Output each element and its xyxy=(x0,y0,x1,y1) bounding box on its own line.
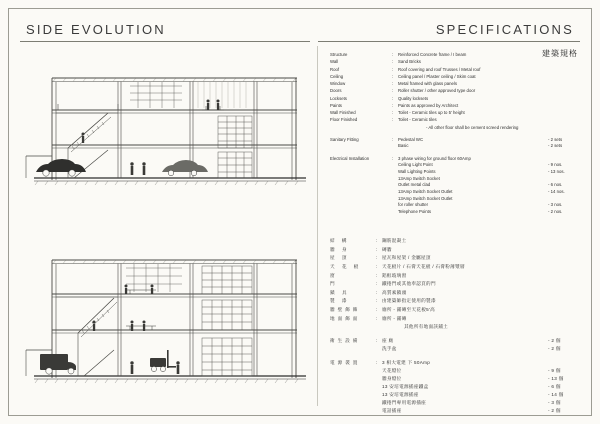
specifications-list-cn xyxy=(330,237,582,415)
spec-colon: : xyxy=(376,272,378,278)
spec-subrow xyxy=(398,196,582,203)
spec-row-cn xyxy=(330,280,582,288)
spec-value: 廁所 - 鋪磚 xyxy=(382,315,407,321)
spec-subrow xyxy=(382,359,582,367)
spec-key: Locksets xyxy=(330,95,347,101)
spec-value: - All other floor shall be cement screed rendering xyxy=(426,124,519,130)
spec-row xyxy=(330,117,582,124)
spec-item-label: 13 安培電源插座鐵盒 xyxy=(382,383,429,389)
side-section-lower xyxy=(22,246,307,406)
spec-item-qty xyxy=(548,156,582,163)
spec-colon: : xyxy=(376,315,378,321)
spec-value: Roller shutter / other approved type door xyxy=(398,88,476,94)
spec-item-qty: - 13 個 xyxy=(548,375,564,381)
spec-colon: : xyxy=(376,263,378,269)
spec-colon: : xyxy=(376,298,378,304)
spec-key: 天 花 板 xyxy=(330,263,362,269)
spec-item-label: 座 廁 xyxy=(382,337,394,343)
spec-row-cn xyxy=(330,297,582,305)
spec-item-qty xyxy=(548,176,582,183)
spec-row xyxy=(330,52,582,59)
spec-item-qty: - 3 個 xyxy=(548,399,561,405)
spec-item-qty: - 3 nos. xyxy=(548,202,563,208)
spec-colon: : xyxy=(392,95,394,101)
spec-item-label: 13Amp Switch Socket Outlet xyxy=(398,195,453,201)
spec-colon: : xyxy=(392,66,394,72)
spec-row xyxy=(330,110,582,117)
spec-item-qty: - 9 nos. xyxy=(548,162,563,168)
spec-row xyxy=(330,103,582,110)
spec-key: 製 漆 xyxy=(330,298,350,304)
spec-colon: : xyxy=(392,102,394,108)
spec-subrow xyxy=(382,383,582,391)
spec-item-qty: - 9 個 xyxy=(548,367,561,373)
spec-value: Roof covering and roof Trusses / Metal roof xyxy=(398,66,481,72)
spec-subrow xyxy=(398,202,582,209)
spec-colon: : xyxy=(392,136,394,142)
spec-key: 牆壁飾飾 xyxy=(330,307,361,312)
spec-key: 門 xyxy=(330,281,338,287)
spec-subrow xyxy=(398,169,582,176)
spec-key: 衛生設備 xyxy=(330,337,361,343)
spec-value: Ceiling panel / Plaster ceiling / Skim coat xyxy=(398,73,476,79)
spec-value: Reinforced Concrete frame / I beam xyxy=(398,52,467,57)
spec-colon: : xyxy=(392,110,394,115)
spec-colon: : xyxy=(392,52,394,57)
spec-item-label: 3 phase wiring for ground floor 60Amp xyxy=(398,155,471,161)
spec-colon: : xyxy=(392,81,394,86)
spec-colon: : xyxy=(392,59,394,65)
spec-row-cn xyxy=(330,289,582,297)
spec-item-label: 3 相大電建 下 50Amp xyxy=(382,359,431,365)
spec-value: Paints as approved by Architect xyxy=(398,102,459,108)
spec-row-cn xyxy=(330,254,582,262)
spec-key: Roof xyxy=(330,66,340,72)
spec-colon: : xyxy=(392,117,394,123)
spec-item-qty: - 14 個 xyxy=(548,391,564,397)
spec-subrow xyxy=(382,399,582,407)
spec-subrow xyxy=(398,143,582,150)
spec-item-label: Basic xyxy=(398,143,409,149)
spec-value: 高質素鎖頭 xyxy=(382,289,407,295)
spec-item-label: Ceiling Light Point xyxy=(398,162,433,168)
spec-subrow xyxy=(398,209,582,216)
spec-row xyxy=(330,96,582,103)
spec-subrow xyxy=(382,367,582,375)
spec-value: Quality locksets xyxy=(398,95,429,101)
spec-row xyxy=(330,125,582,132)
spec-item-qty: - 2 個 xyxy=(548,337,561,343)
spec-item-label: 鐵捲門專用電源插座 xyxy=(382,399,427,405)
spec-item-qty: - 2 個 xyxy=(548,345,561,351)
spec-row-electrical xyxy=(330,156,582,216)
spec-key: Structure xyxy=(330,52,348,57)
spec-value: Toilet - Ceramic tiles up to 5' height xyxy=(398,110,465,115)
spec-cjk-title: 建築規格 xyxy=(542,49,578,58)
spec-value: Toilet - Ceramic tiles xyxy=(398,117,437,123)
spec-value: 由建築師指定使用的製漆 xyxy=(382,298,436,304)
spec-value: Sand Bricks xyxy=(398,59,421,65)
spec-subrow xyxy=(382,407,582,415)
spec-key: 屋 頂 xyxy=(330,255,350,261)
spec-row xyxy=(330,74,582,81)
spec-key: Wall xyxy=(330,59,339,65)
spec-value: 磚牆 xyxy=(382,246,392,252)
spec-row-cn-sanitary xyxy=(330,337,582,353)
spec-item-qty: - 2 sets xyxy=(548,143,563,149)
spec-row-cn xyxy=(330,246,582,254)
spec-row-cn xyxy=(330,306,582,314)
spec-subrow xyxy=(398,156,582,163)
spec-key: Window xyxy=(330,81,346,86)
title-rule-left xyxy=(20,41,310,42)
spec-value: 天花板片 / 石膏天花板 / 石膏粉薄漿層 xyxy=(382,263,465,269)
page-title-left: SIDE EVOLUTION xyxy=(26,22,166,37)
spec-key: Floor Finished xyxy=(330,117,358,123)
spec-key: Wall Finished xyxy=(330,110,356,115)
spec-colon: : xyxy=(376,289,378,295)
spec-item-label: Telephone Points xyxy=(398,208,431,214)
spec-colon: : xyxy=(392,155,394,161)
spec-key: 鎖 具 xyxy=(330,289,350,295)
spec-item-label: 13Amp Switch Socket xyxy=(398,175,440,181)
spec-value: Metal framed with glass panels xyxy=(398,81,457,86)
spec-subrow xyxy=(398,189,582,196)
spec-value: 其他所有地面該鋪土 xyxy=(404,324,449,330)
spec-subrow xyxy=(382,375,582,383)
spec-colon: : xyxy=(392,73,394,79)
spec-subrow xyxy=(382,345,582,353)
spec-row xyxy=(330,88,582,95)
spec-colon: : xyxy=(392,88,394,94)
spec-colon: : xyxy=(376,307,378,312)
spec-value: 鐵捲門或其他奉認頁的門 xyxy=(382,281,436,287)
spec-key: Sanitary Fitting xyxy=(330,136,359,142)
spec-item-label: Pedestal WC xyxy=(398,136,424,142)
spec-key: Doors xyxy=(330,88,342,94)
page-title-right: SPECIFICATIONS xyxy=(435,22,574,37)
spec-key: 窗 xyxy=(330,272,338,278)
spec-item-qty: - 2 個 xyxy=(548,407,561,413)
spec-value: 鋁框玻璃窗 xyxy=(382,272,407,278)
spec-colon: : xyxy=(376,246,378,252)
spec-item-qty: - 2 nos. xyxy=(548,208,563,214)
spec-key: Electrical Installation xyxy=(330,155,370,161)
spec-item-label: 13 安培電源插座 xyxy=(382,391,419,397)
spec-subrow xyxy=(398,137,582,144)
spec-colon: : xyxy=(376,337,378,343)
spec-colon: : xyxy=(376,238,378,243)
side-section-upper xyxy=(22,60,307,208)
spec-key: Paints xyxy=(330,102,342,108)
spec-key: 電源裝置 xyxy=(330,359,361,365)
spec-item-label: 13Amp Switch Socket Outlet xyxy=(398,188,453,194)
spec-item-label: 牆身燈位 xyxy=(382,375,402,381)
spec-subrow xyxy=(398,162,582,169)
spec-row-cn xyxy=(330,237,582,245)
spec-colon: : xyxy=(376,255,378,261)
spec-value: 鋼筋混凝土 xyxy=(382,238,407,243)
spec-item-qty: - 14 nos. xyxy=(548,188,565,194)
spec-item-label: for roller shutter xyxy=(398,202,429,208)
spec-item-qty: - 13 nos. xyxy=(548,168,565,174)
spec-item-label: Outlet metal clad xyxy=(398,182,431,188)
specifications-list-en xyxy=(330,52,582,216)
spec-colon: : xyxy=(376,281,378,287)
spec-item-label: 天花燈位 xyxy=(382,367,402,373)
spec-subrow xyxy=(398,182,582,189)
spec-row xyxy=(330,59,582,66)
spec-row-cn xyxy=(330,272,582,280)
spec-subrow xyxy=(398,176,582,183)
spec-row xyxy=(330,67,582,74)
spec-key: 牆 身 xyxy=(330,246,350,252)
column-divider xyxy=(317,46,318,406)
spec-item-qty: - 2 sets xyxy=(548,136,563,142)
spec-row-sanitary xyxy=(330,137,582,150)
spec-row-cn xyxy=(330,323,582,331)
spec-colon: : xyxy=(376,359,378,365)
spec-value: 屋瓦和屋架 / 金屬屋頂 xyxy=(382,255,431,261)
spec-row-cn xyxy=(330,263,582,271)
spec-row xyxy=(330,81,582,88)
spec-item-qty: - 6 nos. xyxy=(548,182,563,188)
spec-subrow xyxy=(382,391,582,399)
spec-key: 地面飾面 xyxy=(330,315,361,321)
spec-key: Ceiling xyxy=(330,73,344,79)
spec-item-qty: - 6 個 xyxy=(548,383,561,389)
spec-item-label: 電話插座 xyxy=(382,407,402,413)
spec-subrow xyxy=(382,337,582,345)
spec-item-label: Wall Lighting Points xyxy=(398,168,436,174)
title-rule-right xyxy=(318,41,580,42)
spec-item-qty xyxy=(548,196,582,203)
spec-row-cn-electrical xyxy=(330,359,582,415)
spec-item-qty xyxy=(548,359,582,367)
spec-row-cn xyxy=(330,315,582,323)
spec-key: 結 構 xyxy=(330,238,350,243)
spec-item-label: 洗手盆 xyxy=(382,345,397,351)
spec-value: 廁所 - 鋪磚至天花板5'高 xyxy=(382,307,436,312)
